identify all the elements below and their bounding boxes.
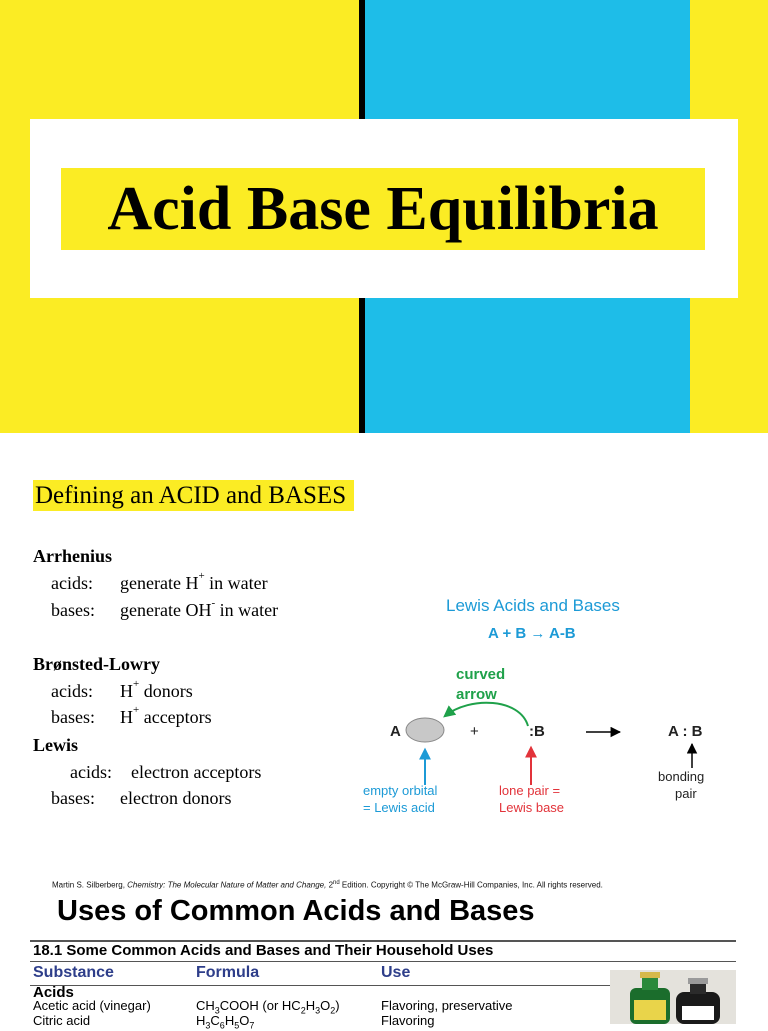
lewis-acid-base-diagram — [350, 580, 768, 830]
lewis-acids-def: electron acceptors — [131, 762, 262, 782]
lewis-label: Lewis — [33, 735, 78, 755]
arrhenius-bases-label: bases: — [51, 600, 95, 620]
bronsted-bases-label: bases: — [51, 707, 95, 727]
curved-arrow — [445, 703, 528, 726]
bronsted-label: Brønsted-Lowry — [33, 654, 160, 674]
empty-orbital-label-2: = Lewis acid — [363, 800, 435, 815]
row-1-substance: Acetic acid (vinegar) — [33, 998, 151, 1013]
empty-orbital-label-1: empty orbital — [363, 783, 438, 798]
curved-arrow-label-2: arrow — [456, 686, 497, 703]
uses-slide-title: Uses of Common Acids and Bases — [57, 895, 535, 927]
lewis-bases-label: bases: — [51, 788, 95, 808]
arrhenius-acids-def: generate H+ in water — [120, 570, 268, 593]
product-bottles-photo — [610, 970, 736, 1024]
section-heading: Defining an ACID and BASES — [33, 480, 354, 511]
lone-pair-label-1: lone pair = — [499, 783, 561, 798]
arrhenius-label: Arrhenius — [33, 546, 113, 566]
arrhenius-bases-def: generate OH- in water — [120, 597, 279, 620]
row-1-use: Flavoring, preservative — [381, 998, 513, 1013]
row-1-formula: $CH_3COOH$ (or $HC_2H_3O_2$) — [196, 998, 340, 1016]
acids-group-label: Acids — [33, 984, 74, 1001]
caption-rule — [30, 961, 736, 962]
copyright-credit: Martin S. Silberberg, Chemistry: The Molecular Nature of Matter and Change, 2nd Edition. Copyright © The McGraw-Hill Companies, Inc. All rights reserved. — [52, 880, 603, 890]
col-header-use: Use — [381, 964, 411, 981]
col-header-substance: Substance — [33, 964, 114, 981]
row-2-substance: Citric acid — [33, 1013, 91, 1028]
row-2-use: Flavoring — [381, 1013, 435, 1028]
atom-b-label: :B — [529, 723, 545, 740]
bronsted-acids-def: H+ donors — [120, 678, 193, 701]
header-rule — [30, 985, 610, 986]
atom-a-label: A — [390, 723, 401, 740]
lewis-acids-label: acids: — [70, 762, 112, 782]
bonding-pair-label-1: bonding — [658, 769, 705, 784]
col-header-formula: Formula — [196, 964, 260, 981]
bronsted-acids-label: acids: — [51, 681, 93, 701]
row-2-formula: $H_3C_6H_5O_7$ — [196, 1013, 255, 1031]
empty-orbital-shape — [406, 718, 444, 742]
product-label: A : B — [668, 723, 703, 740]
bonding-pair-label-2: pair — [675, 786, 697, 801]
definitions-list — [0, 0, 400, 880]
curved-arrow-label-1: curved — [456, 666, 506, 683]
lone-pair-label-2: Lewis base — [499, 800, 565, 815]
slide-title: Acid Base Equilibria — [107, 175, 659, 243]
lewis-diagram-title: Lewis Acids and Bases — [446, 596, 620, 615]
plus-sign: + — [470, 723, 479, 740]
lewis-bases-def: electron donors — [120, 788, 232, 808]
bottles-icon — [610, 970, 736, 1024]
bronsted-bases-def: H+ acceptors — [120, 704, 212, 727]
table-caption: 18.1 Some Common Acids and Bases and Their Household Uses — [33, 942, 494, 959]
lewis-equation: A + B → A-B — [488, 625, 576, 642]
arrhenius-acids-label: acids: — [51, 573, 93, 593]
